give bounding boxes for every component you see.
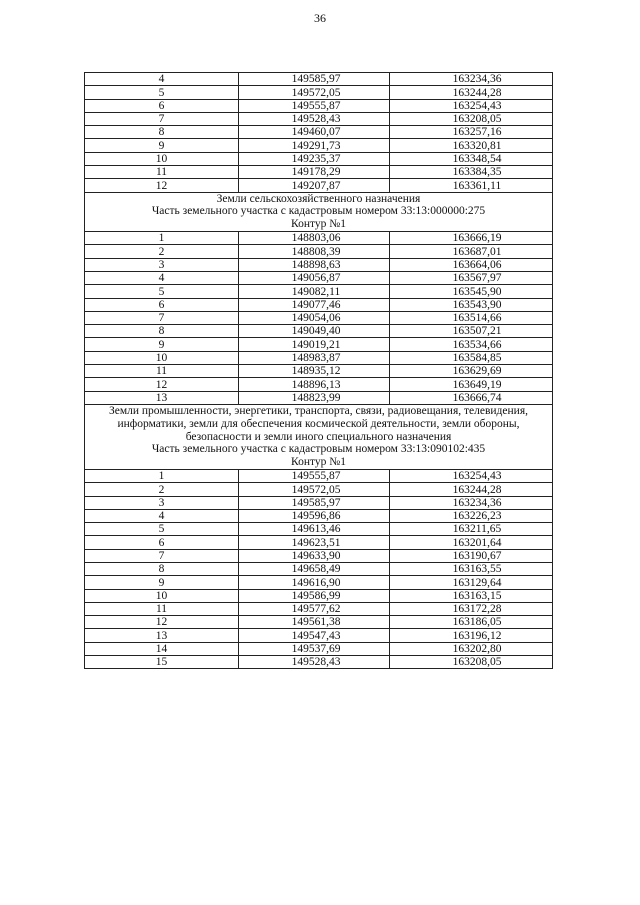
contour-label: Контур №1 — [291, 456, 346, 469]
y-coordinate-cell: 163208,05 — [390, 112, 553, 125]
point-number-cell: 1 — [85, 232, 239, 245]
y-coordinate-cell: 163202,80 — [390, 642, 553, 655]
x-coordinate-cell: 149528,43 — [239, 656, 390, 669]
table-row — [85, 536, 553, 549]
table-row — [85, 285, 553, 298]
x-coordinate-cell: 148823,99 — [239, 391, 390, 404]
point-number-cell: 14 — [85, 642, 239, 655]
point-number-cell: 11 — [85, 166, 239, 179]
y-coordinate-cell: 163226,23 — [390, 509, 553, 522]
point-number-cell: 7 — [85, 549, 239, 562]
y-coordinate-cell: 163257,16 — [390, 126, 553, 139]
point-number-cell: 3 — [85, 258, 239, 271]
x-coordinate-cell: 149596,86 — [239, 509, 390, 522]
point-number-cell: 6 — [85, 99, 239, 112]
point-number-cell: 2 — [85, 245, 239, 258]
x-coordinate-cell: 149555,87 — [239, 99, 390, 112]
point-number-cell: 8 — [85, 562, 239, 575]
x-coordinate-cell: 149178,29 — [239, 166, 390, 179]
x-coordinate-cell: 149623,51 — [239, 536, 390, 549]
table-row — [85, 589, 553, 602]
y-coordinate-cell: 163629,69 — [390, 365, 553, 378]
x-coordinate-cell: 149547,43 — [239, 629, 390, 642]
table-row — [85, 378, 553, 391]
table-row — [85, 629, 553, 642]
y-coordinate-cell: 163507,21 — [390, 325, 553, 338]
x-coordinate-cell: 149585,97 — [239, 73, 390, 86]
x-coordinate-cell: 149019,21 — [239, 338, 390, 351]
cadastral-part-title: Часть земельного участка с кадастровым номером 33:13:000000:275 — [151, 205, 486, 218]
y-coordinate-cell: 163320,81 — [390, 139, 553, 152]
y-coordinate-cell: 163666,19 — [390, 232, 553, 245]
table-row — [85, 576, 553, 589]
y-coordinate-cell: 163254,43 — [390, 99, 553, 112]
y-coordinate-cell: 163514,66 — [390, 311, 553, 324]
point-number-cell: 4 — [85, 271, 239, 284]
table-row — [85, 232, 553, 245]
point-number-cell: 2 — [85, 483, 239, 496]
point-number-cell: 5 — [85, 523, 239, 536]
y-coordinate-cell: 163172,28 — [390, 602, 553, 615]
x-coordinate-cell: 149561,38 — [239, 616, 390, 629]
table-row — [85, 311, 553, 324]
x-coordinate-cell: 149528,43 — [239, 112, 390, 125]
y-coordinate-cell: 163384,35 — [390, 166, 553, 179]
section-header-row — [85, 404, 553, 469]
point-number-cell: 12 — [85, 616, 239, 629]
y-coordinate-cell: 163234,36 — [390, 496, 553, 509]
table-row — [85, 245, 553, 258]
point-number-cell: 9 — [85, 576, 239, 589]
table-row — [85, 99, 553, 112]
x-coordinate-cell: 149082,11 — [239, 285, 390, 298]
section-header-cell — [85, 192, 553, 231]
table-row — [85, 549, 553, 562]
point-number-cell: 7 — [85, 112, 239, 125]
point-number-cell: 13 — [85, 629, 239, 642]
y-coordinate-cell: 163201,64 — [390, 536, 553, 549]
x-coordinate-cell: 149577,62 — [239, 602, 390, 615]
table-row — [85, 642, 553, 655]
x-coordinate-cell: 149586,99 — [239, 589, 390, 602]
x-coordinate-cell: 149077,46 — [239, 298, 390, 311]
table-row — [85, 298, 553, 311]
point-number-cell: 5 — [85, 285, 239, 298]
table-row — [85, 271, 553, 284]
page-number: 36 — [314, 11, 326, 25]
y-coordinate-cell: 163543,90 — [390, 298, 553, 311]
y-coordinate-cell: 163244,28 — [390, 483, 553, 496]
point-number-cell: 4 — [85, 509, 239, 522]
y-coordinate-cell: 163234,36 — [390, 73, 553, 86]
table-row — [85, 351, 553, 364]
x-coordinate-cell: 149613,46 — [239, 523, 390, 536]
y-coordinate-cell: 163244,28 — [390, 86, 553, 99]
x-coordinate-cell: 149207,87 — [239, 179, 390, 192]
x-coordinate-cell: 149537,69 — [239, 642, 390, 655]
x-coordinate-cell: 149585,97 — [239, 496, 390, 509]
table-row — [85, 325, 553, 338]
x-coordinate-cell: 148898,63 — [239, 258, 390, 271]
section-header-row — [85, 192, 553, 231]
table-row — [85, 469, 553, 482]
point-number-cell: 9 — [85, 139, 239, 152]
table-row — [85, 179, 553, 192]
point-number-cell: 4 — [85, 73, 239, 86]
x-coordinate-cell: 148803,06 — [239, 232, 390, 245]
table-row — [85, 602, 553, 615]
y-coordinate-cell: 163254,43 — [390, 469, 553, 482]
y-coordinate-cell: 163545,90 — [390, 285, 553, 298]
point-number-cell: 15 — [85, 656, 239, 669]
x-coordinate-cell: 149633,90 — [239, 549, 390, 562]
point-number-cell: 12 — [85, 378, 239, 391]
table-row — [85, 139, 553, 152]
point-number-cell: 13 — [85, 391, 239, 404]
x-coordinate-cell: 149572,05 — [239, 483, 390, 496]
table-row — [85, 166, 553, 179]
point-number-cell: 6 — [85, 536, 239, 549]
point-number-cell: 10 — [85, 351, 239, 364]
x-coordinate-cell: 149054,06 — [239, 311, 390, 324]
y-coordinate-cell: 163186,05 — [390, 616, 553, 629]
table-row — [85, 391, 553, 404]
table-row — [85, 365, 553, 378]
point-number-cell: 8 — [85, 325, 239, 338]
point-number-cell: 8 — [85, 126, 239, 139]
y-coordinate-cell: 163687,01 — [390, 245, 553, 258]
x-coordinate-cell: 149235,37 — [239, 152, 390, 165]
y-coordinate-cell: 163534,66 — [390, 338, 553, 351]
point-number-cell: 10 — [85, 152, 239, 165]
x-coordinate-cell: 149460,07 — [239, 126, 390, 139]
table-row — [85, 112, 553, 125]
y-coordinate-cell: 163649,19 — [390, 378, 553, 391]
point-number-cell: 6 — [85, 298, 239, 311]
x-coordinate-cell: 149056,87 — [239, 271, 390, 284]
y-coordinate-cell: 163163,15 — [390, 589, 553, 602]
y-coordinate-cell: 163190,67 — [390, 549, 553, 562]
y-coordinate-cell: 163664,06 — [390, 258, 553, 271]
point-number-cell: 10 — [85, 589, 239, 602]
table-row — [85, 483, 553, 496]
x-coordinate-cell: 148935,12 — [239, 365, 390, 378]
table-row — [85, 338, 553, 351]
coordinates-table-body — [85, 73, 553, 669]
point-number-cell: 11 — [85, 602, 239, 615]
point-number-cell: 5 — [85, 86, 239, 99]
x-coordinate-cell: 148983,87 — [239, 351, 390, 364]
section-header-cell — [85, 404, 553, 469]
coordinates-table — [84, 72, 553, 669]
point-number-cell: 7 — [85, 311, 239, 324]
point-number-cell: 11 — [85, 365, 239, 378]
table-row — [85, 523, 553, 536]
table-row — [85, 86, 553, 99]
x-coordinate-cell: 149049,40 — [239, 325, 390, 338]
y-coordinate-cell: 163211,65 — [390, 523, 553, 536]
cadastral-part-title: Часть земельного участка с кадастровым номером 33:13:090102:435 — [151, 443, 486, 456]
table-row — [85, 496, 553, 509]
y-coordinate-cell: 163361,11 — [390, 179, 553, 192]
table-row — [85, 258, 553, 271]
y-coordinate-cell: 163163,55 — [390, 562, 553, 575]
y-coordinate-cell: 163196,12 — [390, 629, 553, 642]
table-row — [85, 616, 553, 629]
y-coordinate-cell: 163208,05 — [390, 656, 553, 669]
table-row — [85, 509, 553, 522]
land-category-title: Земли промышленности, энергетики, транспорта, связи, радиовещания, телевидения, информатики, земли для обеспечения космической деятельности, земли обороны, безопасности и земли иного специального назначения — [108, 404, 528, 443]
table-row — [85, 126, 553, 139]
contour-label: Контур №1 — [291, 218, 346, 231]
x-coordinate-cell: 149616,90 — [239, 576, 390, 589]
x-coordinate-cell: 148808,39 — [239, 245, 390, 258]
x-coordinate-cell: 149291,73 — [239, 139, 390, 152]
table-row — [85, 562, 553, 575]
y-coordinate-cell: 163567,97 — [390, 271, 553, 284]
point-number-cell: 3 — [85, 496, 239, 509]
table-row — [85, 656, 553, 669]
y-coordinate-cell: 163348,54 — [390, 152, 553, 165]
point-number-cell: 12 — [85, 179, 239, 192]
x-coordinate-cell: 149658,49 — [239, 562, 390, 575]
table-row — [85, 73, 553, 86]
point-number-cell: 9 — [85, 338, 239, 351]
x-coordinate-cell: 148896,13 — [239, 378, 390, 391]
y-coordinate-cell: 163129,64 — [390, 576, 553, 589]
land-category-title: Земли сельскохозяйственного назначения — [216, 192, 421, 205]
point-number-cell: 1 — [85, 469, 239, 482]
table-row — [85, 152, 553, 165]
y-coordinate-cell: 163666,74 — [390, 391, 553, 404]
x-coordinate-cell: 149572,05 — [239, 86, 390, 99]
x-coordinate-cell: 149555,87 — [239, 469, 390, 482]
y-coordinate-cell: 163584,85 — [390, 351, 553, 364]
